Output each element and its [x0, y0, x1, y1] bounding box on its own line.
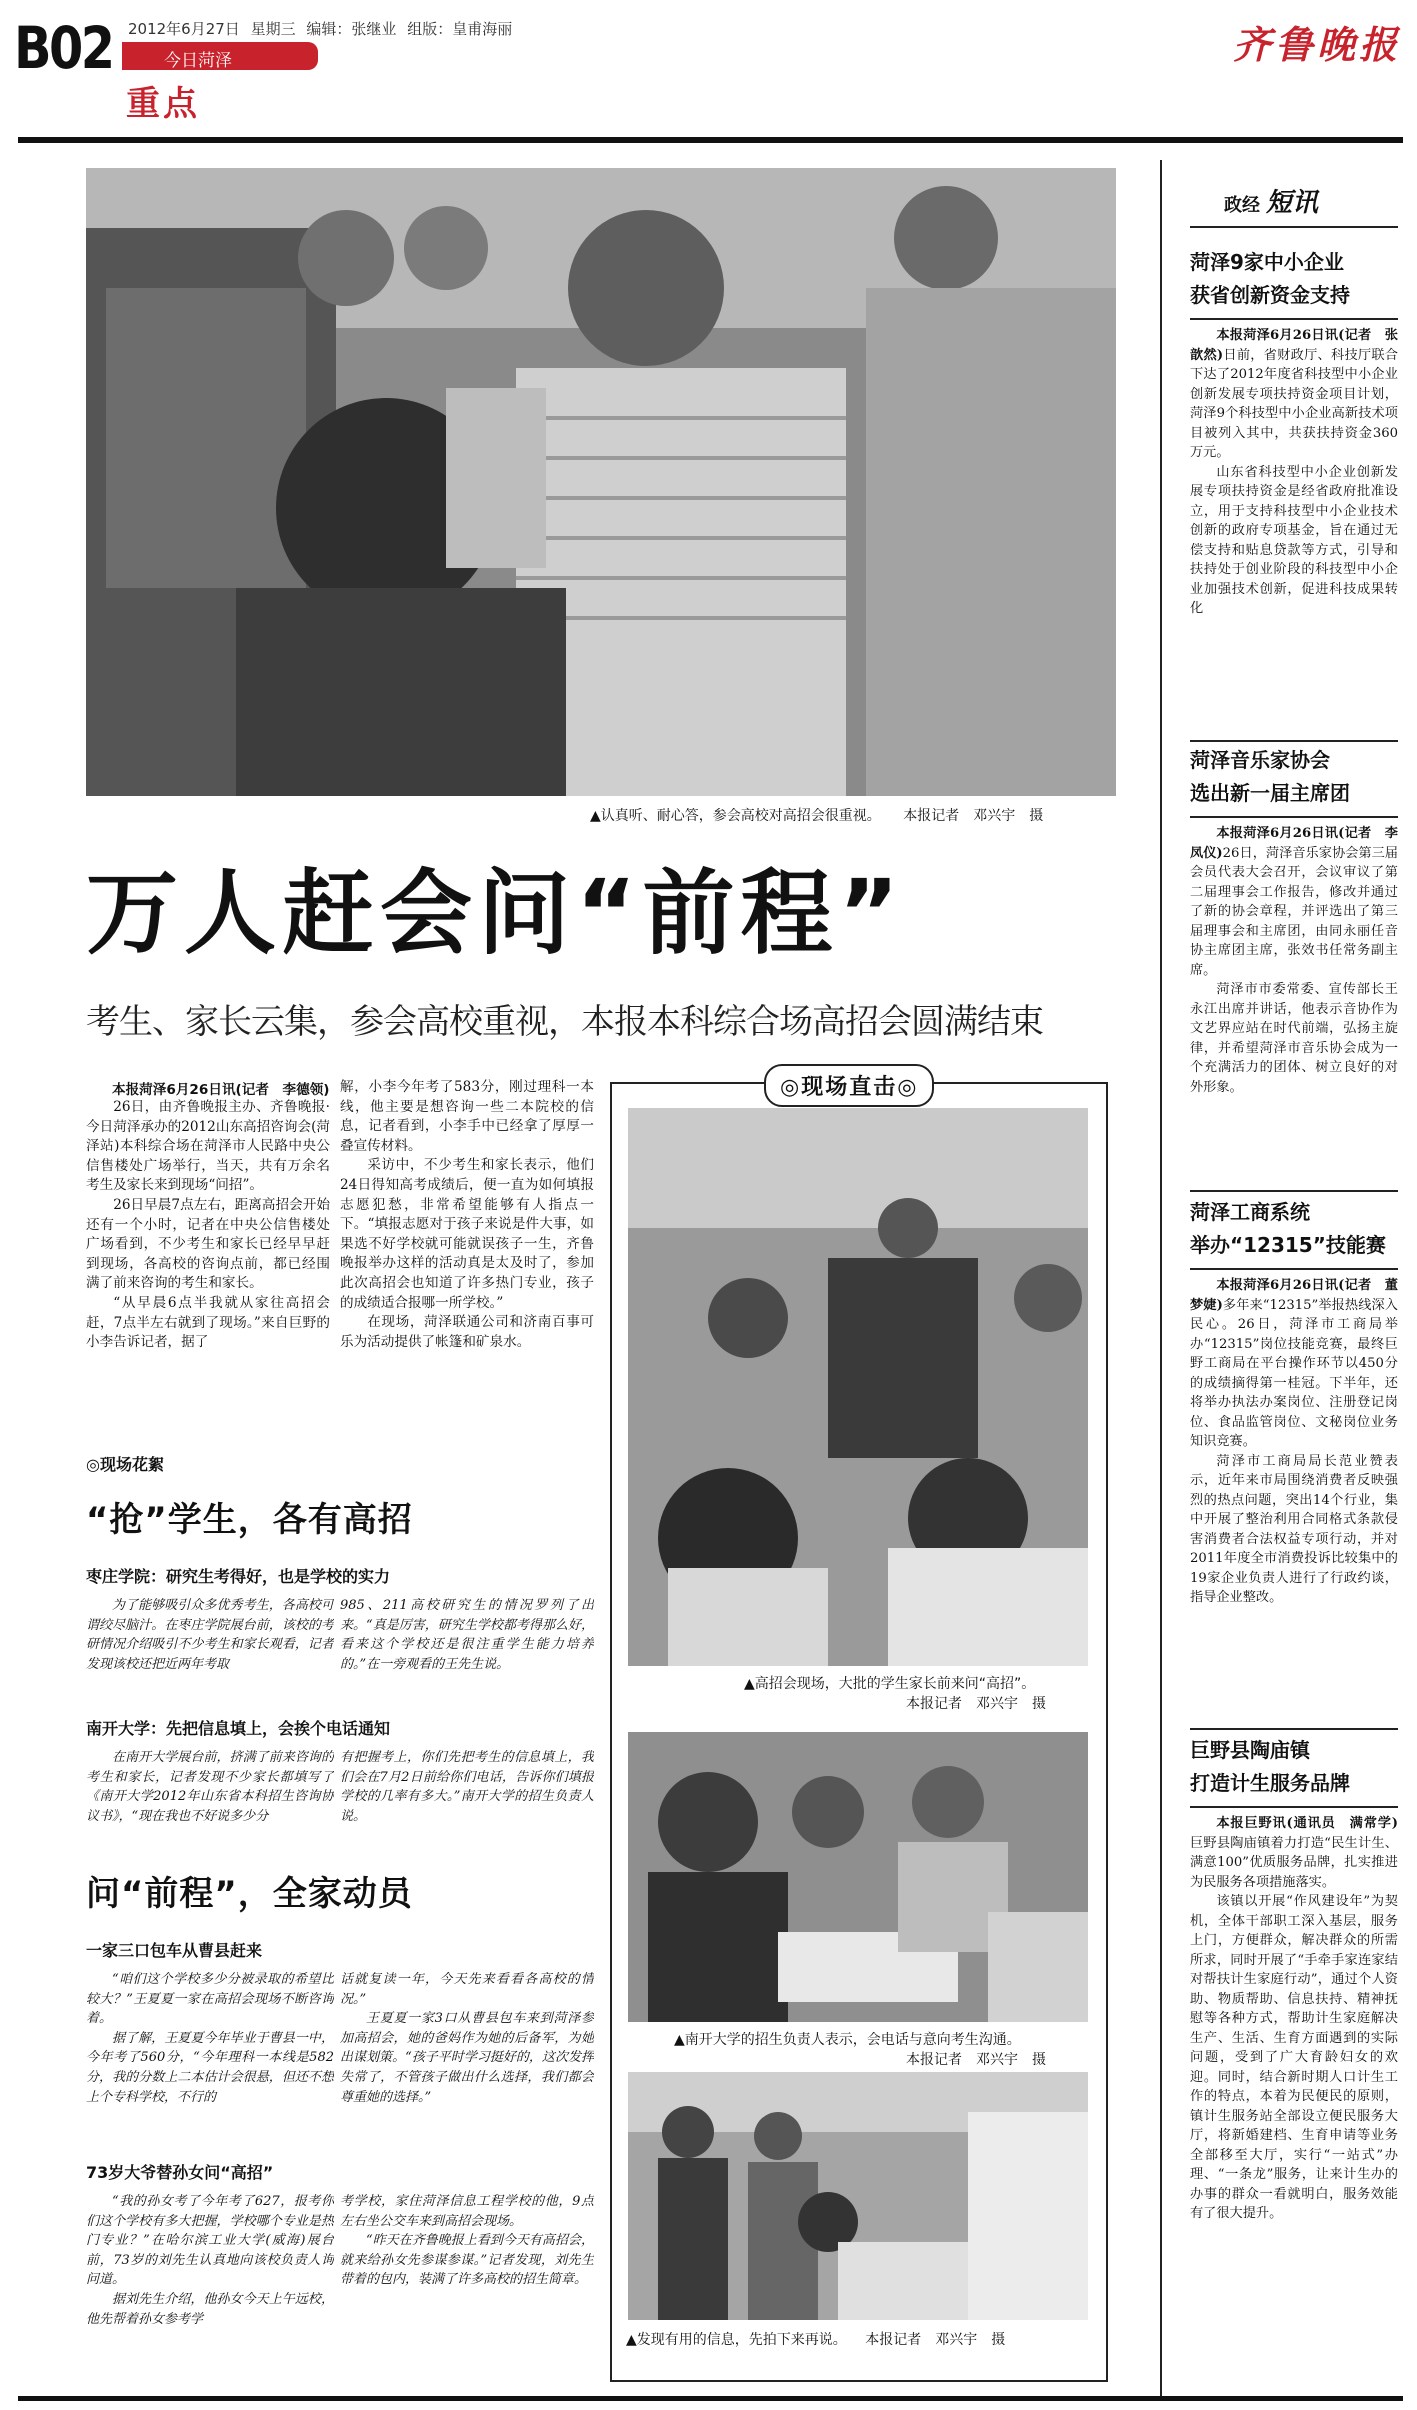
news-dateline: 本报菏泽6月26日讯(记者 董梦婕) [1190, 1278, 1398, 1313]
highlights-sub-4: 73岁大爷替孙女问“高招” [86, 2163, 274, 2182]
news-paragraph: 菏泽市工商局局长范业赞表示，近年来市局围绕消费者反映强烈的热点问题，突出14个行业，集中开展了整治利用合同格式条款侵害消费者合法权益专项行动，并对2011年度全市消费投诉比较集中的19家企业负责人进行了行政约谈，指导企业整改。 [1190, 1453, 1398, 1605]
news-dateline: 本报菏泽6月26日讯(记者 李凤仪) [1190, 826, 1398, 861]
highlight-paragraph: “咱们这个学校多少分被录取的希望比较大？”王夏夏一家在高招会现场不断咨询着。 [86, 1972, 334, 2027]
news-lead: 26日，菏泽音乐家协会第三届会员代表大会召开，会议审议了第二届理事会工作报告，修改并通过了新的协会章程，并评选出了第三届理事会和主席团，由同永丽任音协主席团主席，张效书任常务副主席。 [1190, 845, 1398, 978]
news-3-body [1190, 1276, 1398, 1728]
news-4-body [1190, 1814, 1398, 2390]
news-paragraph [1190, 1814, 1398, 1892]
news-title-line: 巨野县陶庙镇 [1190, 1738, 1310, 1762]
news-1-title [1190, 246, 1400, 312]
highlight-paragraph: “昨天在齐鲁晚报上看到今天有高招会，就来给孙女先参谋参谋。”记者发现，刘先生带着的包内，装满了许多高校的招生简章。 [340, 2233, 594, 2288]
news-title-line: 选出新一届主席团 [1190, 781, 1350, 805]
news-title-line: 菏泽9家中小企业 [1190, 250, 1344, 274]
issue-weekday: 星期三 [250, 20, 296, 38]
newspaper-logo: 齐鲁晚报 [1232, 22, 1401, 67]
page-number: B02 [14, 14, 113, 82]
highlight-paragraph: 话就复读一年，今天先来看看各高校的情况。” [340, 1972, 594, 2007]
scene-photo-2 [628, 1732, 1088, 2022]
sidebar-rule [1190, 1268, 1398, 1270]
news-paragraph [1190, 824, 1398, 980]
story-column-1 [86, 1098, 330, 1448]
story-paragraph: 解，小李今年考了583分，刚过理科一本线，他主要是想咨询一些二本院校的信息，记者看到，小李手中已经拿了厚厚一叠宣传材料。 [340, 1079, 594, 1154]
subheadline: 考生、家长云集，参会高校重视，本报本科综合场高招会圆满结束 [86, 1002, 1043, 1042]
news-title-line: 菏泽音乐家协会 [1190, 748, 1330, 772]
news-paragraph [1190, 326, 1398, 463]
highlights-title-1: “抢”学生，各有高招 [86, 1500, 413, 1540]
news-lead: 日前，省财政厅、科技厅联合下达了2012年度省科技型中小企业创新发展专项扶持资金项目计划，菏泽9个科技型中小企业高新技术项目被列入其中，共获扶持资金360万元。 [1190, 347, 1398, 460]
story-paragraph: 26日，由齐鲁晚报主办、齐鲁晚报·今日菏泽承办的2012山东高招咨询会(菏泽站)本科综合场在菏泽市人民路中央公信售楼处广场举行，当天，共有万余名考生及家长来到现场“问招”。 [86, 1099, 330, 1194]
highlights-sub-3: 一家三口包车从曹县赶来 [86, 1941, 263, 1960]
column-bar: 今日菏泽 [122, 42, 318, 70]
highlight-column [340, 1970, 594, 2156]
highlight-text: 985、211高校研究生的情况罗列了出来。“真是厉害，研究生学校都考得那么好，看来这个学校还是很注重学生能力培养的。”在一旁观看的王先生说。 [340, 1598, 594, 1672]
sidebar-rule [1190, 318, 1398, 320]
highlights-sub-2: 南开大学：先把信息填上，会挨个电话通知 [86, 1719, 391, 1738]
highlight-paragraph: 考学校，家住菏泽信息工程学校的他，9点左右坐公交车来到高招会现场。 [340, 2194, 594, 2229]
scene-photo-3 [628, 2072, 1088, 2320]
issue-date: 2012年6月27日 [128, 20, 240, 38]
news-title-line: 举办“12315”技能赛 [1190, 1233, 1386, 1257]
highlights-title-2: 问“前程”，全家动员 [86, 1874, 413, 1914]
masthead [0, 0, 1417, 140]
section-title: 重点 [126, 84, 200, 124]
footer-rule [18, 2396, 1403, 2401]
story-paragraph: “从早晨6点半我就从家往高招会赶，7点半左右就到了现场。”来自巨野的小李告诉记者，据了 [86, 1294, 330, 1351]
sidebar-tag [1224, 182, 1318, 219]
scene-caption-1: ▲高招会现场，大批的学生家长前来问“高招”。 [744, 1676, 1036, 1692]
sidebar-rule [1190, 816, 1398, 818]
news-lead: 巨野县陶庙镇着力打造“民生计生、满意100”优质服务品牌，扎实推进为民服务各项措施落实。 [1190, 1835, 1398, 1890]
sidebar-rule [1190, 1806, 1398, 1808]
news-3-title [1190, 1196, 1400, 1262]
story-paragraph: 在现场，菏泽联通公司和济南百事可乐为活动提供了帐篷和矿泉水。 [340, 1314, 594, 1350]
highlight-paragraph: 据刘先生介绍，他孙女今天上午远校，他先帮着孙女参考学 [86, 2291, 334, 2327]
story-dateline: 本报菏泽6月26日讯(记者 李德领) [112, 1082, 330, 1098]
sidebar-rule [1190, 226, 1398, 228]
highlight-paragraph: “我的孙女考了今年考了627，报考你们这个学校有多大把握，学校哪个专业是热门专业？”在哈尔滨工业大学(威海)展台前，73岁的刘先生认真地向该校负责人询问道。 [86, 2194, 334, 2288]
scene-caption-3 [626, 2330, 1005, 2350]
highlight-column [340, 2192, 594, 2392]
highlight-paragraph: 据了解，王夏夏今年毕业于曹县一中，今年考了560分，“今年理科一本线是582分，我的分数上二本估计会很悬，但还不想上个专科学校，不行的 [86, 2030, 334, 2105]
main-photo-caption [590, 806, 1043, 826]
highlight-text: 有把握考上，你们先把考生的信息填上，我们会在7月2日前给你们电话，告诉你们填报学校的几率有多大。”南开大学的招生负责人说。 [340, 1750, 594, 1824]
highlight-column [86, 1970, 334, 2156]
news-4-title [1190, 1734, 1400, 1800]
scene-caption-3-text: ▲发现有用的信息，先拍下来再说。 [626, 2332, 847, 2348]
highlight-paragraph: 王夏夏一家3口从曹县包车来到菏泽参加高招会，她的爸妈作为她的后备军，为她出谋划策。“孩子平时学习挺好的，这次发挥失常了，不管孩子做出什么选择，我们都会尊重她的选择。” [340, 2011, 594, 2105]
news-lead: 多年来“12315”举报热线深入民心。26日，菏泽市工商局举办“12315”岗位技能竞赛，最终巨野工商局在平台操作环节以450分的成绩摘得第一桂冠。下半年，还将举办执法办案岗位、注册登记岗位、食品监管岗位、文秘岗位业务知识竞赛。 [1190, 1297, 1398, 1449]
scene-caption-2: ▲南开大学的招生负责人表示，会电话与意向考生沟通。 [674, 2032, 1021, 2048]
caption-text: ▲认真听、耐心答，参会高校对高招会很重视。 [590, 808, 881, 824]
news-title-line: 获省创新资金支持 [1190, 283, 1350, 307]
story-paragraph: 采访中，不少考生和家长表示，他们24日得知高考成绩后，便一直为如何填报志愿犯愁，非常希望能够有人指点一下。“填报志愿对于孩子来说是件大事，如果选不好学校就可能就误孩子一生，齐鲁晚报举办这样的活动真是太及时了，参加此次高招会也知道了许多热门专业，孩子的成绩适合报哪一所学校。” [340, 1157, 594, 1311]
news-paragraph [1190, 1276, 1398, 1452]
scene-title: ◎现场直击◎ [764, 1064, 934, 1107]
news-paragraph: 山东省科技型中小企业创新发展专项扶持资金是经省政府批准设立，用于支持科技型中小企业技术创新的政府专项基金，旨在通过无偿支持和贴息贷款等方式，引导和扶持处于创业阶段的科技型中小企业加强技术创新，促进科技成果转化 [1190, 464, 1398, 616]
highlight-text: 为了能够吸引众多优秀考生，各高校可谓绞尽脑汁。在枣庄学院展台前，该校的考研情况介绍吸引不少考生和家长观看，记者发现该校还把近两年考取 [86, 1598, 334, 1672]
story-column-2 [340, 1078, 594, 1450]
photo-credit: 本报记者 邓兴宇 摄 [903, 808, 1044, 824]
news-title-line: 菏泽工商系统 [1190, 1200, 1310, 1224]
news-dateline: 本报菏泽6月26日讯(记者 张歆然) [1190, 328, 1398, 363]
sidebar-tag-label: 政经 [1224, 195, 1260, 216]
issue-info [128, 18, 512, 39]
sidebar-tag-script: 短讯 [1266, 188, 1319, 218]
sidebar-rule [1190, 1728, 1398, 1730]
scene-credit-2: 本报记者 邓兴宇 摄 [906, 2052, 1046, 2068]
layout-credit: 组版：皇甫海丽 [407, 20, 513, 38]
news-2-title [1190, 744, 1400, 810]
news-paragraph: 该镇以开展“作风建设年”为契机，全体干部职工深入基层，服务上门，方便群众，解决群众的所需所求，同时开展了“手牵手家连家结对帮扶计生家庭行动”，通过个人资助、物质帮助、信息扶持、精神抚慰等各种方式，帮助计生家庭解决生产、生活、生育方面遇到的实际问题，受到了广大育龄妇女的欢迎。同时，结合新时期人口计生工作的特点，本着为民便民的原则，镇计生服务站全部设立便民服务大厅，将新婚建档、生育申请等业务全部移至大厅，实行“一站式”办理、“一条龙”服务，让来计生办的办事的群众一看就明白，服务效能有了很大提升。 [1190, 1894, 1398, 2221]
news-1-body [1190, 326, 1398, 740]
scene-credit-1: 本报记者 邓兴宇 摄 [906, 1696, 1046, 1712]
scene-photo-1 [628, 1108, 1088, 1666]
header-rule [18, 137, 1403, 143]
editor-credit: 编辑：张继业 [306, 20, 397, 38]
story-paragraph: 26日早晨7点左右，距离高招会开始还有一个小时，记者在中央公信售楼处广场看到，不少考生和家长已经早早赶到现场，各高校的咨询点前，都已经围满了前来咨询的考生和家长。 [86, 1196, 330, 1292]
news-dateline: 本报巨野讯(通讯员 满常学) [1216, 1816, 1398, 1831]
highlight-column [86, 2192, 334, 2392]
highlight-text: 在南开大学展台前，挤满了前来咨询的考生和家长，记者发现不少家长都填写了《南开大学2012年山东省本科招生咨询协议书》，“现在我也不好说多少分 [86, 1750, 334, 1824]
sidebar-rule [1190, 1190, 1398, 1192]
sidebar-divider [1160, 160, 1162, 2400]
main-photo [86, 168, 1116, 796]
highlights-tag: ◎现场花絮 [86, 1455, 164, 1474]
news-2-body [1190, 824, 1398, 1190]
highlights-sub-1: 枣庄学院：研究生考得好，也是学校的实力 [86, 1567, 391, 1586]
news-paragraph: 菏泽市市委常委、宣传部长王永江出席并讲话，他表示音协作为文艺界应站在时代前端，弘扬主旋律，并希望菏泽市音乐协会成为一个充满活力的团体、树立良好的对外形象。 [1190, 982, 1398, 1095]
news-title-line: 打造计生服务品牌 [1190, 1771, 1350, 1795]
sidebar-rule [1190, 740, 1398, 742]
headline: 万人赶会问“前程” [86, 860, 905, 967]
scene-credit-3: 本报记者 邓兴宇 摄 [865, 2332, 1006, 2348]
